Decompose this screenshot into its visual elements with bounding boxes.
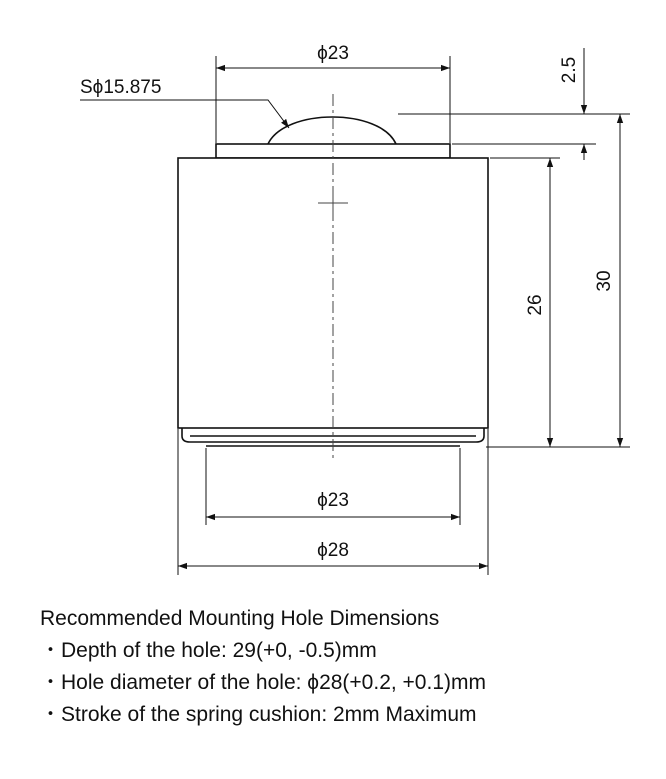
top-diameter-label: ϕ23 — [317, 43, 349, 64]
ball-diameter-label: Sϕ15.875 — [80, 77, 162, 98]
ball-leader — [80, 100, 289, 128]
body-height-label: 26 — [525, 294, 546, 316]
ball-dome — [268, 117, 396, 144]
ball-protrusion-label: 2.5 — [559, 56, 580, 84]
bottom-diameter-label: ϕ23 — [317, 490, 349, 511]
body-diameter-label: ϕ28 — [317, 540, 349, 561]
note-hole-depth: ・Depth of the hole: 29(+0, -0.5)mm — [40, 639, 377, 662]
overall-height-label: 30 — [594, 270, 615, 292]
mounting-notes — [40, 603, 486, 731]
notes-heading: Recommended Mounting Hole Dimensions — [40, 607, 440, 630]
note-spring-stroke: ・Stroke of the spring cushion: 2mm Maximum — [40, 703, 477, 726]
note-hole-diameter: ・Hole diameter of the hole: ϕ28(+0.2, +0.1)mm — [40, 671, 486, 694]
